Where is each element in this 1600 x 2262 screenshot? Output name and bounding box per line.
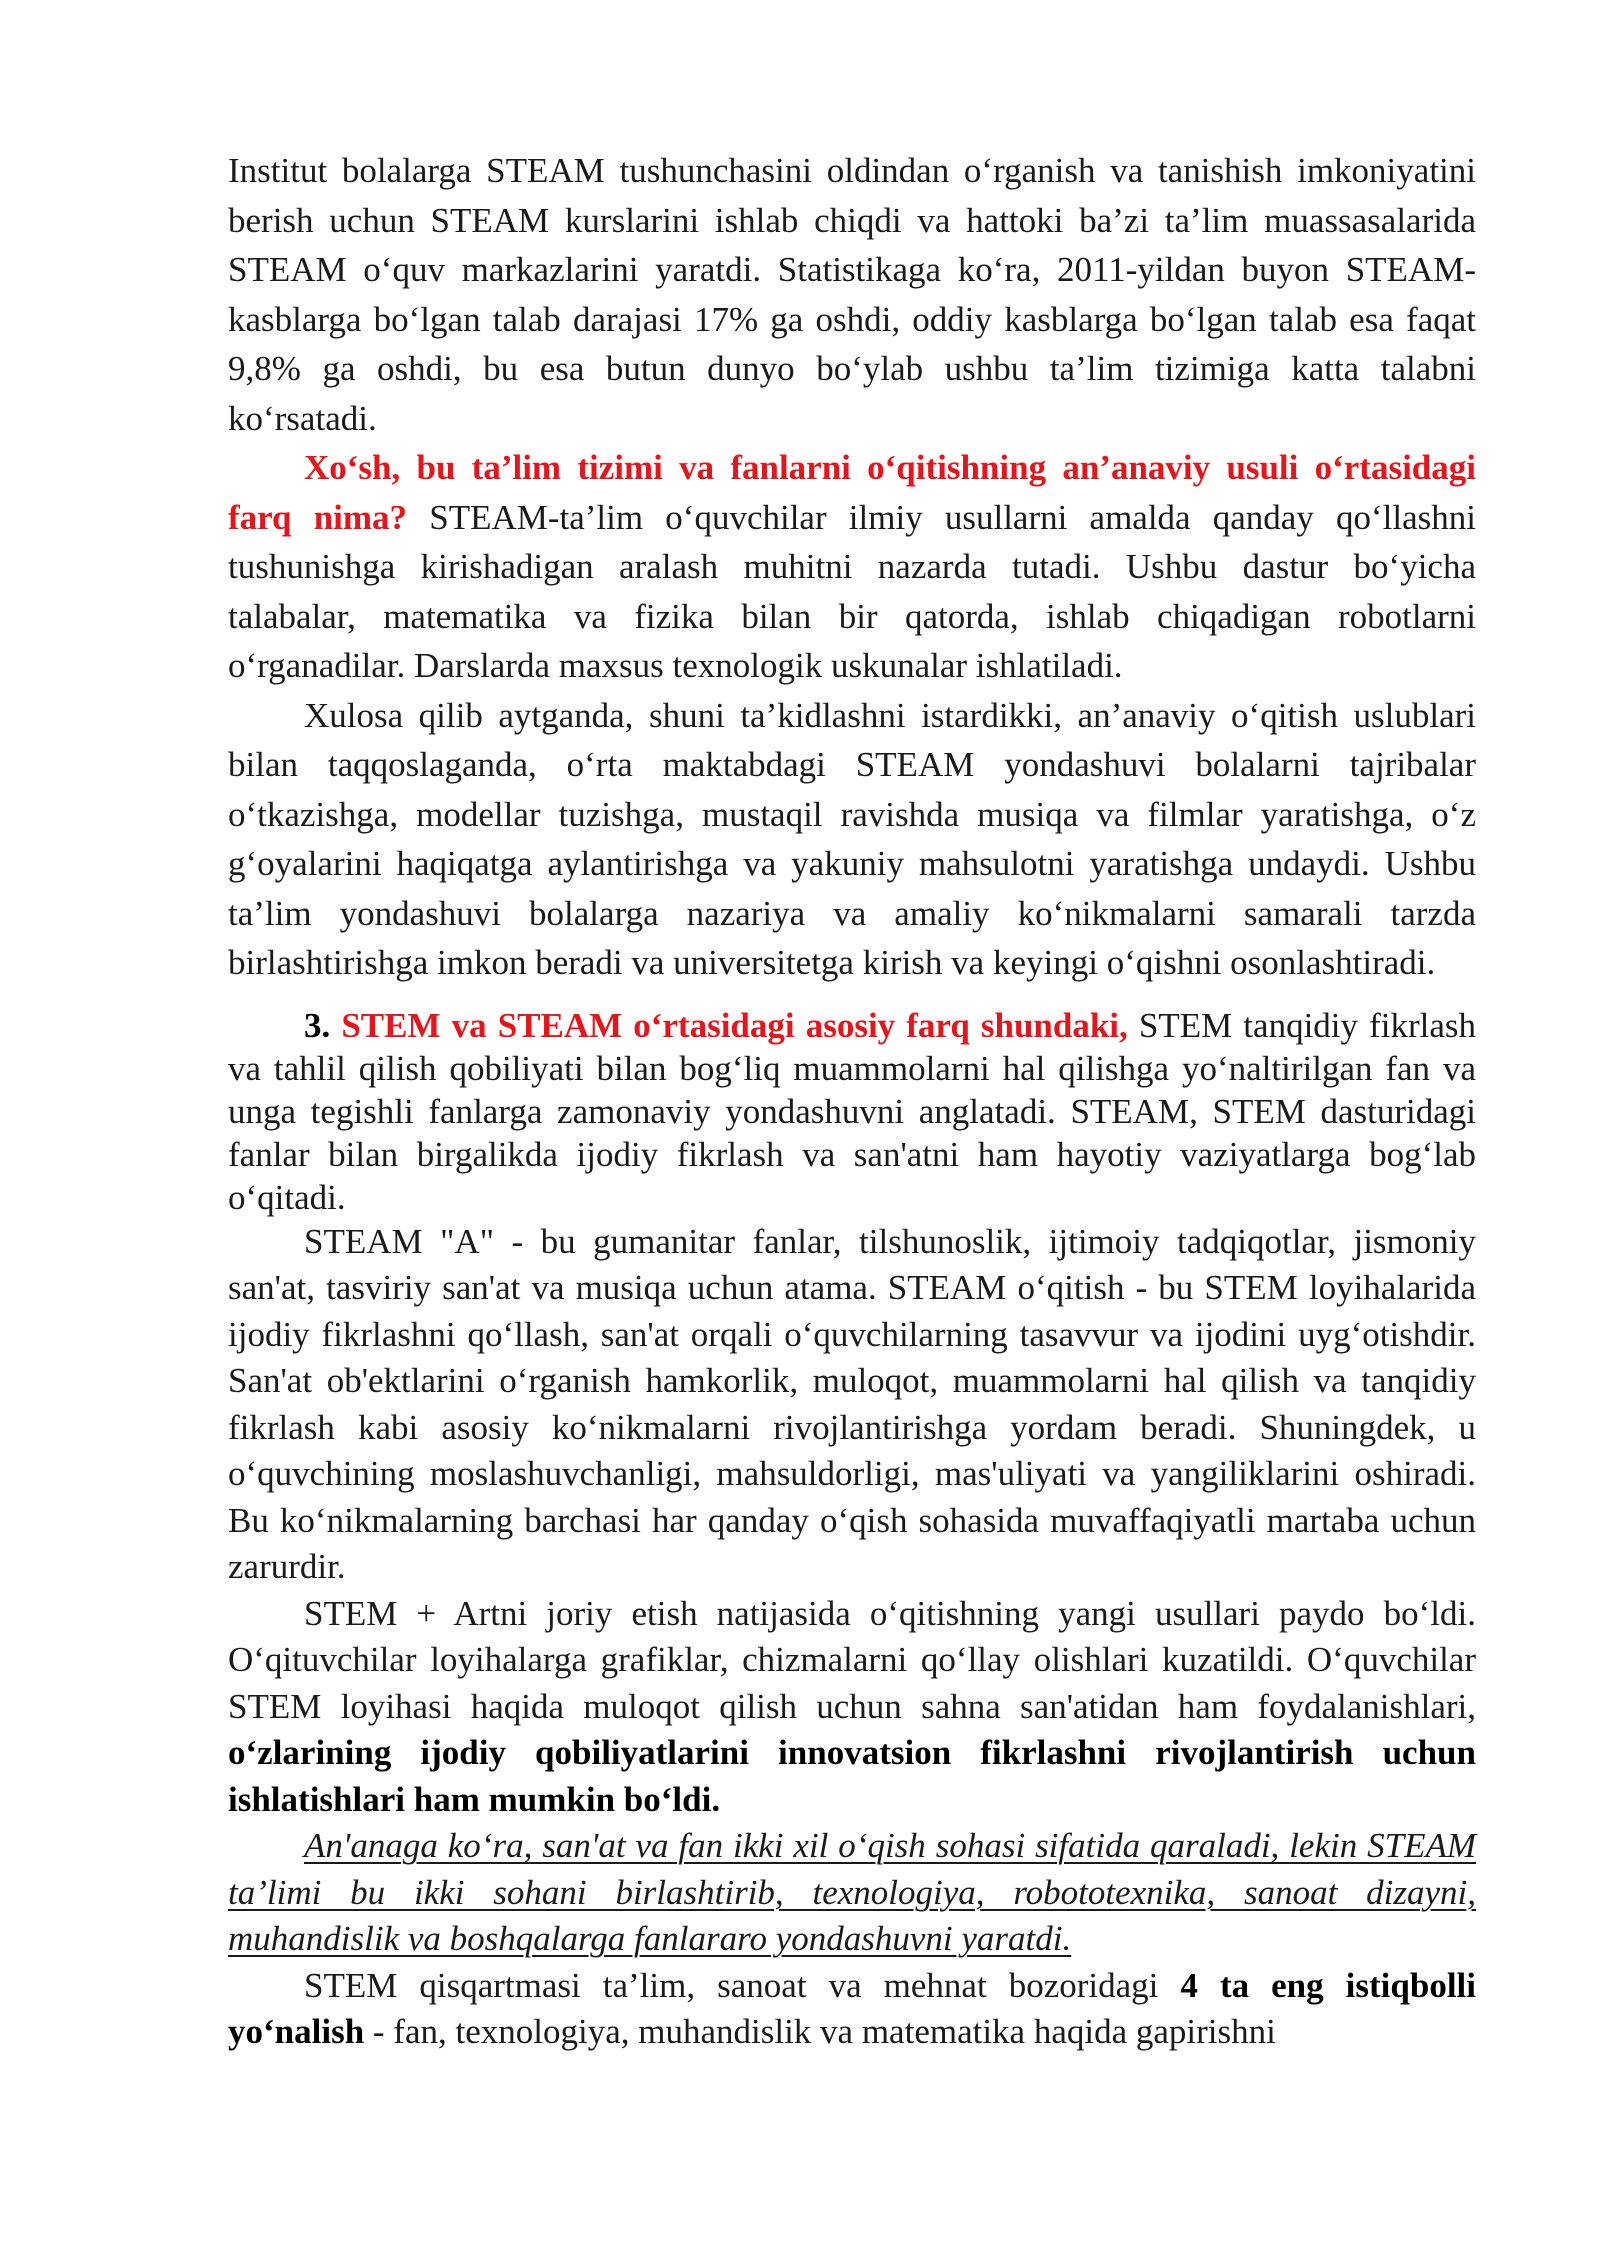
question-answer-text: STEAM-ta’lim o‘quvchilar ilmiy usullarni amalda qanday qo‘llashni tushunishga kirishadigan aralash muhitni nazarda tutadi. Ushbu dastur bo‘yicha talabalar, matematika va fizika bilan bir qatorda, ishlab chiqadigan robotlarni o‘rganadilar. Darslarda maxsus texnologik uskunalar ishlatiladi. — [228, 497, 1476, 685]
section-number: 3. — [304, 1005, 331, 1045]
section-3-heading: STEM va STEAM o‘rtasidagi asosiy farq shundaki, — [341, 1005, 1128, 1045]
section-3-text: STEM tanqidiy fikrlash va tahlil qilish qobiliyati bilan bog‘liq muammolarni hal qilishga yo‘naltirilgan fan va unga tegishli fanlarga zamonaviy yondashuvni anglatadi. STEAM, STEM dasturidagi fanlar bilan birgalikda ijodiy fikrlash va san'atni ham hayotiy vaziyatlarga bog‘lab o‘qitadi. — [228, 1005, 1477, 1217]
tradition-underlined-italic: An'anaga ko‘ra, san'at va fan ikki xil o‘qish sohasi sifatida qaraladi, lekin STEAM ta’limi bu ikki sohani birlashtirib, texnologiya, robototexnika, sanoat dizayni, muhandislik va boshqalarga fanlararo yondashuvni yaratdi. — [228, 1826, 1476, 1958]
acronym-text: STEM qisqartmasi ta’lim, sanoat va mehnat bozoridagi — [304, 1965, 1181, 2005]
paragraph-conclusion: Xulosa qilib aytganda, shuni ta’kidlashni istardikki, an’anaviy o‘qitish uslublari bilan taqqoslaganda, o‘rta maktabdagi STEAM yondashuvi bolalarni tajribalar o‘tkazishga, modellar tuzishga, mustaqil ravishda musiqa va filmlar yaratishga, o‘z g‘oyalarini haqiqatga aylantirishga va yakuniy mahsulotni yaratishga undaydi. Ushbu ta’lim yondashuvi bolalarga nazariya va amaliy ko‘nikmalarni samarali tarzda birlashtirishga imkon beradi va universitetga kirish va keyingi o‘qishni osonlashtiradi. — [228, 695, 1476, 982]
document-page — [228, 146, 1476, 2056]
paragraph-institut: Institut bolalarga STEAM tushunchasini oldindan o‘rganish va tanishish imkoniyatini berish uchun STEAM kurslarini ishlab chiqdi va hattoki ba’zi ta’lim muassasalarida STEAM o‘quv markazlarini yaratdi. Statistikaga ko‘ra, 2011-yildan buyon STEAM-kasblarga bo‘lgan talab darajasi 17% ga oshdi, oddiy kasblarga bo‘lgan talab esa faqat 9,8% ga oshdi, bu esa butun dunyo bo‘ylab ushbu ta’lim tizimiga katta talabni ko‘rsatadi. — [228, 151, 1476, 438]
paragraph-stem-acronym — [228, 1963, 1476, 2056]
paragraph-steam-a: STEAM "A" - bu gumanitar fanlar, tilshunoslik, ijtimoiy tadqiqotlar, jismoniy san'at, tasviriy san'at va musiqa uchun atama. STEAM o‘qitish - bu STEM loyihalarida ijodiy fikrlashni qo‘llash, san'at orqali o‘quvchilarning tasavvur va ijodini uyg‘otishdir. San'at ob'ektlarini o‘rganish hamkorlik, muloqot, muammolarni hal qilish va tanqidiy fikrlash kabi asosiy ko‘nikmalarni rivojlantirishga yordam beradi. Shuningdek, u o‘quvchining moslashuvchanligi, mahsuldorligi, mas'uliyati va yangiliklarini oshiradi. Bu ko‘nikmalarning barchasi har qanday o‘qish sohasida muvaffaqiyatli martaba uchun zarurdir. — [228, 1221, 1476, 1586]
paragraph-tradition — [228, 1823, 1476, 1963]
acronym-bold: 4 ta eng istiqbolli yo‘nalish — [228, 1965, 1477, 2051]
acronym-rest: - fan, texnologiya, muhandislik va matematika haqida gapirishni — [364, 2012, 1276, 2051]
paragraph-stem-art — [228, 1591, 1476, 1824]
paragraph-question — [228, 443, 1476, 691]
stem-art-bold: o‘zlarining ijodiy qobiliyatlarini innovatsion fikrlashni rivojlantirish uchun ishlatishlari ham mumkin bo‘ldi. — [228, 1733, 1476, 1819]
question-heading: Xo‘sh, bu ta’lim tizimi va fanlarni o‘qitishning an’anaviy usuli o‘rtasidagi farq nima? — [228, 448, 1476, 537]
stem-art-text: STEM + Artni joriy etish natijasida o‘qitishning yangi usullari paydo bo‘ldi. O‘qituvchilar loyihalarga grafiklar, chizmalarni qo‘llay olishlari kuzatildi. O‘quvchilar STEM loyihasi haqida muloqot qilish uchun sahna san'atidan ham foydalanishlari, — [228, 1593, 1476, 1726]
section-3-paragraph — [228, 1004, 1476, 1219]
